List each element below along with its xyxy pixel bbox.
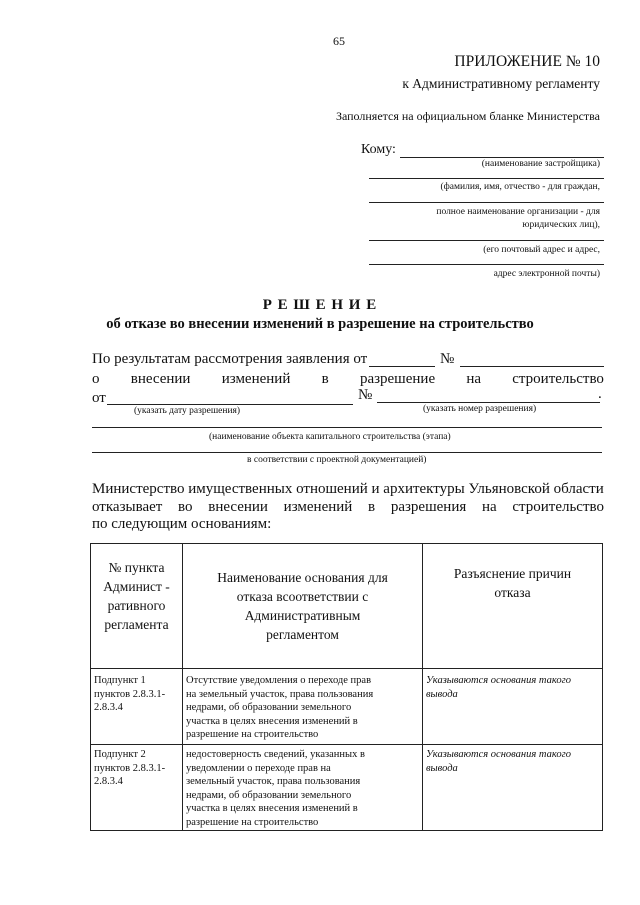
hint-permit-number: (указать номер разрешения) [423,404,537,414]
word: разрешения [390,499,467,515]
header-text: отказа [494,585,531,600]
addressee-line-1[interactable] [400,157,604,158]
addressee-label: Кому: [361,142,396,157]
cell-text: Указываются основания такого [426,749,571,760]
word: на [481,499,497,515]
word: о [92,371,100,387]
header-explanation [423,544,603,669]
permit-number-field[interactable] [377,402,600,403]
addressee-line-2[interactable] [369,178,604,179]
word: строительство [512,499,604,515]
application-date-field[interactable] [369,366,435,367]
header-text: Административным [244,608,361,623]
header-text: отказа всоответствии с [236,589,369,604]
addressee-line-5[interactable] [369,264,604,265]
word: изменений [221,371,291,387]
hint-object-name: (наименование объекта капитального строительства (этапа) [209,432,451,442]
line-end-dot: . [598,386,602,402]
statement-line-1: По результатам рассмотрения заявления от [92,351,368,367]
statement-line-2 [92,371,604,388]
appendix-title: ПРИЛОЖЕНИЕ № 10 [454,53,600,70]
cell-text: Отсутствие уведомления о переходе прав [186,675,372,686]
table-row [91,669,603,745]
header-text: Админист - [103,579,170,594]
table-header-row [91,544,603,669]
cell-explanation [423,745,603,831]
cell-text: пунктов 2.8.3.1- [94,688,166,700]
word: разрешение [359,371,436,387]
cell-text: уведомлении о переходе прав на [186,762,331,774]
hint-project-docs: в соответствии с проектной документацией) [247,455,427,465]
addressee-line-3[interactable] [369,202,604,203]
header-text: ративного [107,598,166,613]
word: отказывает [92,499,163,515]
addressee-line-4[interactable] [369,240,604,241]
appendix-subtitle: к Административному регламенту [402,76,600,91]
addressee-hint-5: адрес электронной почты) [493,269,600,279]
cell-text: вывода [426,762,458,774]
cell-text: вывода [426,688,458,700]
cell-text: недрами, об образовании земельного [186,702,352,713]
cell-text: разрешение на строительство [186,729,319,740]
cell-text: 2.8.3.4 [94,702,123,713]
blank-note: Заполняется на официальном бланке Министерства [335,109,600,123]
header-point [91,544,183,669]
cell-text: разрешение на строительство [186,816,319,828]
decision-title: Р Е Ш Е Н И Е [262,297,378,313]
decision-subtitle: об отказе во внесении изменений в разрешение на строительство [106,316,534,332]
cell-text: 2.8.3.4 [94,776,123,787]
number-sign-1: № [440,351,455,367]
application-number-field[interactable] [460,366,604,367]
header-text: регламентом [266,627,339,642]
word: в [321,371,329,387]
object-name-field[interactable] [92,427,602,428]
addressee-hint-3a: полное наименование организации - для [436,207,600,217]
cell-text: участка в целях внесения изменений в [186,803,358,814]
word: на [466,371,482,387]
header-text: Наименование основания для [217,570,388,585]
table-row [91,745,603,831]
addressee-hint-4: (его почтовый адрес и адрес, [483,245,600,255]
word: строительство [512,371,604,387]
cell-text: Указываются основания такого [426,675,571,686]
permit-date-field[interactable] [107,404,353,405]
project-docs-field[interactable] [92,452,602,453]
ministry-line: Министерство имущественных отношений и архитектуры Ульяновской области [92,481,604,497]
cell-point [91,669,183,745]
header-text: регламента [104,617,169,632]
cell-text: Подпункт 2 [94,749,146,760]
cell-reason [183,669,423,745]
cell-text: Подпункт 1 [94,675,146,686]
refusal-line [92,499,604,516]
header-text: № пункта [108,560,165,575]
cell-text: земельный участок, права пользования [186,776,361,787]
grounds-line: по следующим основаниям: [92,516,272,532]
cell-text: недостоверность сведений, указанных в [186,749,365,760]
word: внесении [208,499,268,515]
addressee-hint-3b: юридических лиц), [522,220,600,230]
word: в [368,499,376,515]
number-sign-2: № [358,387,373,403]
cell-explanation [423,669,603,745]
word: изменений [283,499,353,515]
word: внесении [130,371,191,387]
header-text: Разъяснение причин [453,566,572,581]
header-reason [183,544,423,669]
cell-text: участка в целях внесения изменений в [186,715,358,727]
cell-point [91,745,183,831]
cell-text: недрами, об образовании земельного [186,789,352,801]
cell-reason [183,745,423,831]
page-number: 65 [333,34,345,48]
cell-text: на земельный участок, права пользования [186,688,374,700]
addressee-hint-1: (наименование застройщика) [481,159,600,169]
from-label: от [92,390,106,406]
grounds-table [90,543,603,831]
cell-text: пунктов 2.8.3.1- [94,762,166,774]
hint-permit-date: (указать дату разрешения) [134,406,241,416]
addressee-hint-2: (фамилия, имя, отчество - для граждан, [440,182,600,192]
word: во [178,499,193,515]
